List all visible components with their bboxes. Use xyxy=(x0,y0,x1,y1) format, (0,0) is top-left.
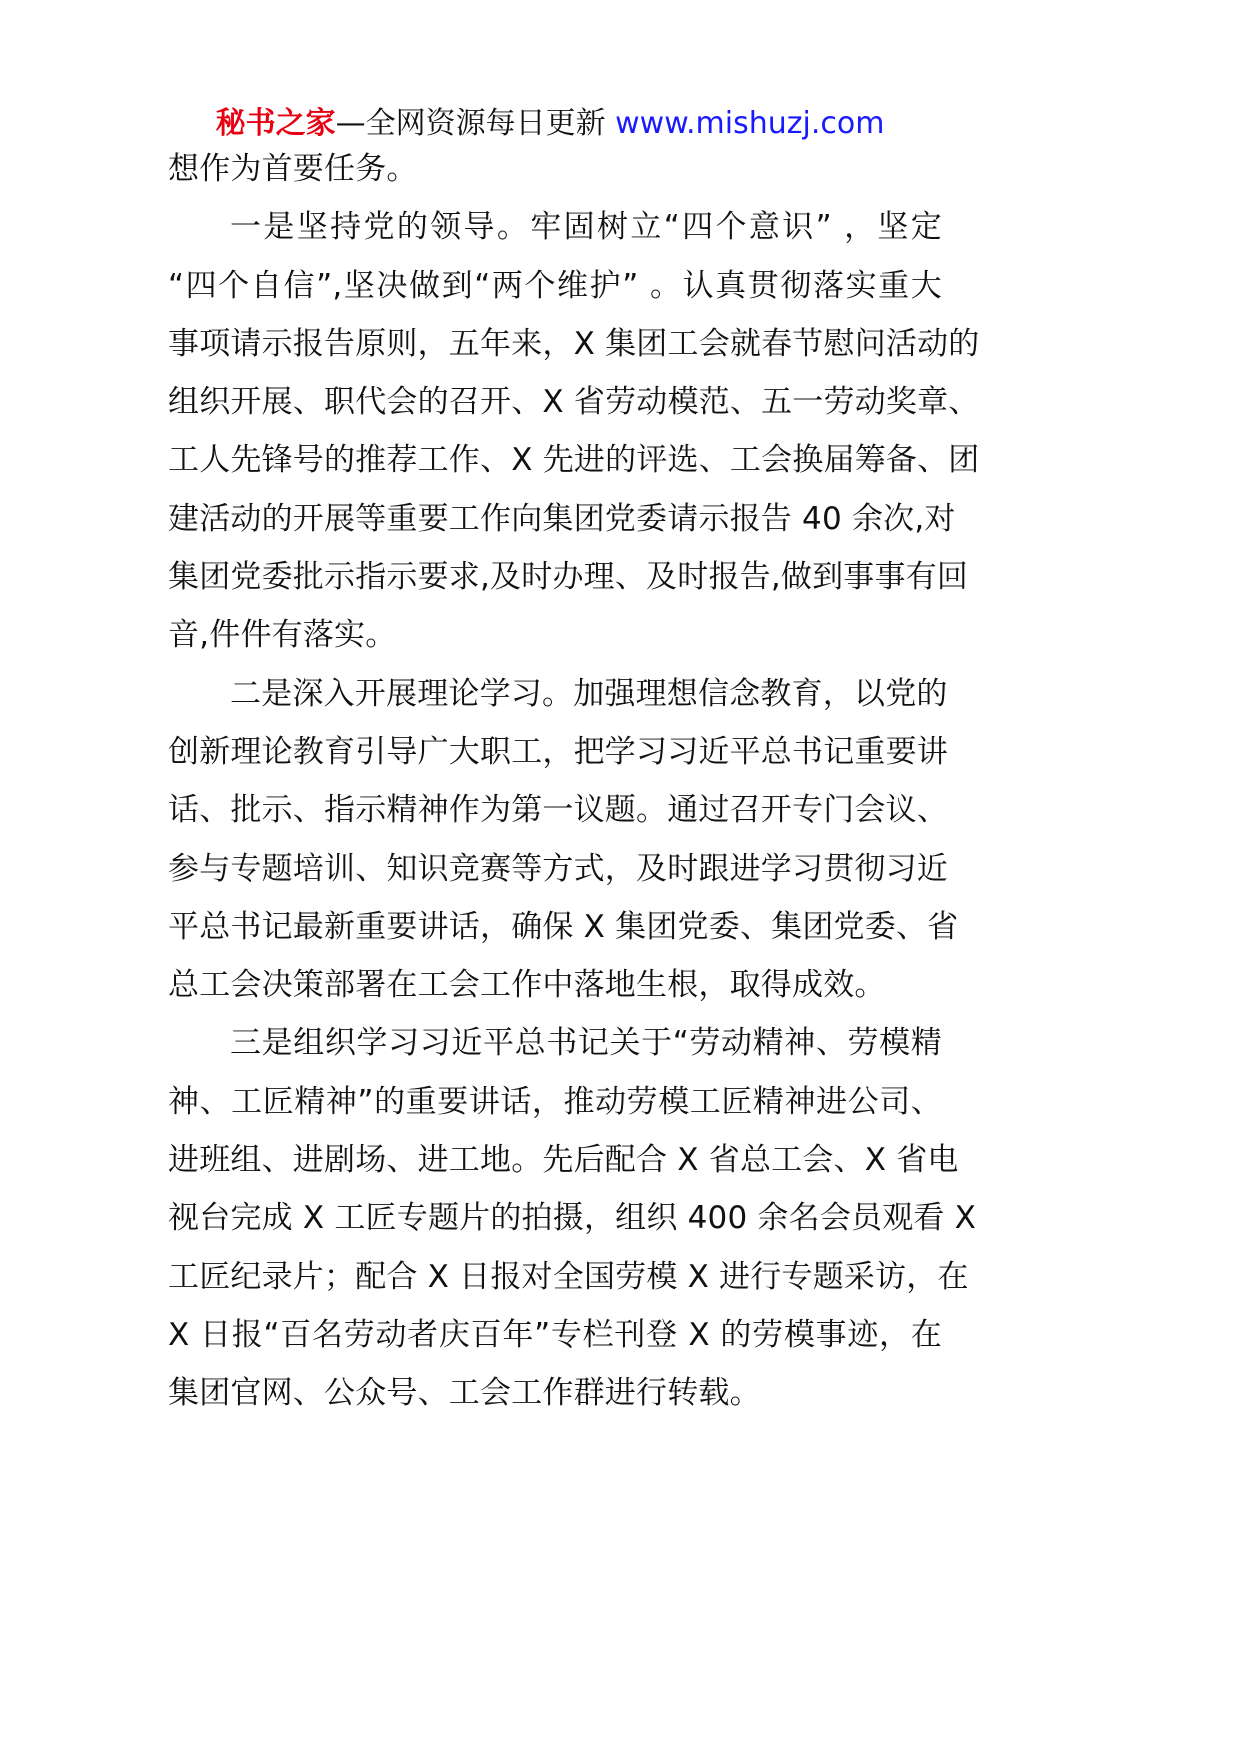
text-line: 视台完成 X 工匠专题片的拍摄，组织 400 余名会员观看 X xyxy=(168,1200,977,1237)
text-line: 参与专题培训、知识竞赛等方式，及时跟进学习贯彻习近 xyxy=(168,850,948,887)
text-line: 创新理论教育引导广大职工，把学习习近平总书记重要讲 xyxy=(168,733,948,770)
text-line: 集团党委批示指示要求,及时办理、及时报告,做到事事有回 xyxy=(168,559,969,596)
paragraph xyxy=(168,140,942,198)
paragraph xyxy=(168,1014,977,1422)
text-line: X 日报“百名劳动者庆百年”专栏刊登 X 的劳模事迹，在 xyxy=(168,1316,942,1353)
text-line: 集团官网、公众号、工会工作群进行转载。 xyxy=(168,1375,761,1412)
header-tagline: —全网资源每日更新 xyxy=(335,106,606,141)
text-line: 平总书记最新重要讲话，确保 X 集团党委、集团党委、省 xyxy=(168,908,959,945)
text-line: “四个自信”,坚决做到“两个维护” 。认真贯彻落实重大 xyxy=(168,267,942,304)
paragraph xyxy=(168,198,980,664)
text-line: 一是坚持党的领导。牢固树立“四个意识” ，坚定 xyxy=(230,209,942,246)
text-line: 建活动的开展等重要工作向集团党委请示报告 40 余次,对 xyxy=(168,500,956,537)
paragraph xyxy=(168,665,959,1015)
text-line: 工匠纪录片；配合 X 日报对全国劳模 X 进行专题采访，在 xyxy=(168,1258,969,1295)
text-line: 事项请示报告原则，五年来，X 集团工会就春节慰问活动的 xyxy=(168,325,980,362)
brand-name: 秘书之家 xyxy=(215,106,336,141)
text-line: 总工会决策部署在工会工作中落地生根，取得成效。 xyxy=(168,967,886,1004)
text-line: 三是组织学习习近平总书记关于“劳动精神、劳模精 xyxy=(230,1025,942,1062)
text-line: 进班组、进剧场、进工地。先后配合 X 省总工会、X 省电 xyxy=(168,1142,959,1179)
site-url-link[interactable]: www.mishuzj.com xyxy=(615,106,885,141)
text-line: 想作为首要任务。 xyxy=(168,151,418,187)
text-line: 神、工匠精神”的重要讲话，推动劳模工匠精神进公司、 xyxy=(168,1083,942,1120)
text-line: 工人先锋号的推荐工作、X 先进的评选、工会换届筹备、团 xyxy=(168,442,980,479)
document-body xyxy=(168,140,980,1423)
text-line: 话、批示、指示精神作为第一议题。通过召开专门会议、 xyxy=(168,792,948,829)
text-line: 二是深入开展理论学习。加强理想信念教育，以党的 xyxy=(230,675,948,712)
text-line: 组织开展、职代会的召开、X 省劳动模范、五一劳动奖章、 xyxy=(168,384,980,421)
text-line: 音,件件有落实。 xyxy=(168,617,397,654)
